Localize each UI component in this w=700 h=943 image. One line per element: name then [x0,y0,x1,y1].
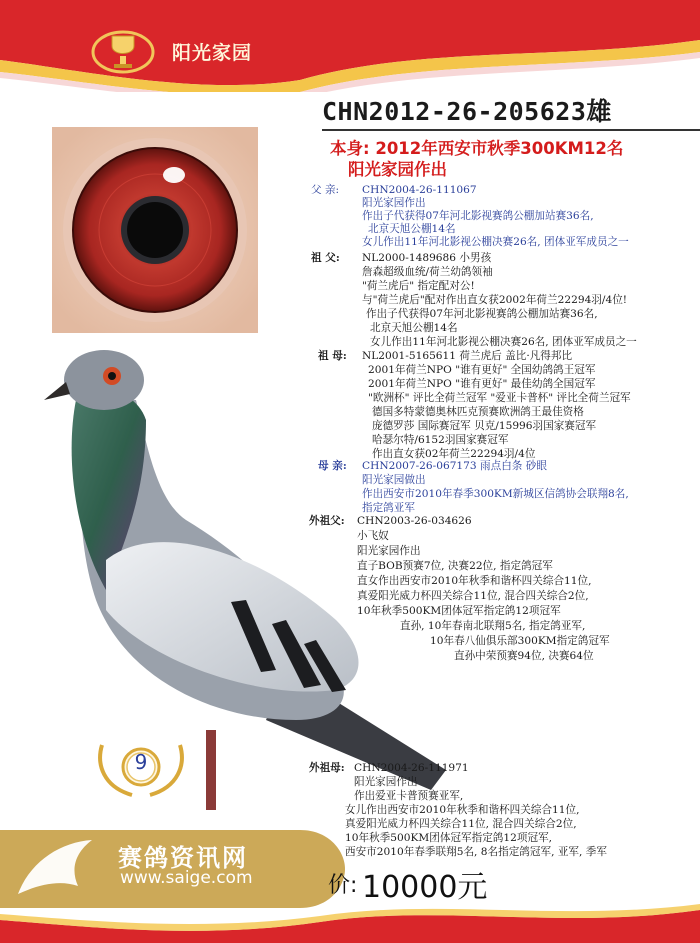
maternal-grandsire-line: 阳光家园作出 [357,545,421,557]
sire-line: 女儿作出11年河北影视公棚决赛26名, 团体亚军成员之一 [362,236,629,248]
maternal-granddam-line: 真爱阳光威力杯四关综合11位, 混合四关综合2位, [345,818,577,830]
maternal-granddam-label: 外祖母: [309,762,345,774]
divider [322,129,700,131]
maternal-granddam-line: 女儿作出西安市2010年秋季和谐杯四关综合11位, [345,804,580,816]
sire-line: 阳光家园作出 [362,197,426,209]
maternal-granddam-line: 作出爱亚卡普预赛亚军, [354,790,464,802]
maternal-granddam-line: 10年秋季500KM团体冠军指定鸽12项冠军, [345,832,553,844]
grandsire-line: 北京天旭公棚14名 [370,322,458,334]
maternal-granddam-line: CHN2004-26-111971 [354,762,469,774]
sire-line: 作出子代获得07年河北影视赛鸽公棚加站赛36名, [362,210,594,222]
grandsire-line: 与"荷兰虎后"配对作出直女获2002年荷兰22294羽/4位! [362,294,628,306]
maternal-grandsire-line: CHN2003-26-034626 [357,515,472,527]
dam-line: 作出西安市2010年春季300KM新城区信鸽协会联翔8名, [362,488,629,500]
grandsire-label: 祖 父: [311,252,340,264]
pigeon-eye-photo [52,127,258,333]
grandsire-line: 女儿作出11年河北影视公棚决赛26名, 团体亚军成员之一 [370,336,637,348]
granddam-label: 祖 母: [318,350,347,362]
maternal-grandsire-line: 10年秋季500KM团体冠军指定鸽12项冠军 [357,605,561,617]
maternal-grandsire-line: 10年春八仙俱乐部300KM指定鸽冠军 [430,635,610,647]
granddam-line: 哈瑟尔特/6152羽国家赛冠军 [372,434,509,446]
brand-name: 阳光家园 [172,42,253,64]
grandsire-line: NL2000-1489686 小男孩 [362,252,492,264]
price-label: 价: [328,873,358,898]
ring-number: CHN2012-26-205623雄 [322,97,612,126]
watermark-site-name: 赛鸽资讯网 [118,844,248,872]
granddam-line: 2001年荷兰NPO "谁有更好" 最佳幼鸽全国冠军 [368,378,596,390]
dam-line: CHN2007-26-067173 雨点白条 砂眼 [362,460,547,472]
grandsire-line: 詹森超级血统/荷兰幼鸽领袖 [362,266,493,278]
dam-line: 阳光家园做出 [362,474,426,486]
maternal-grandsire-line: 直子BOB预赛7位, 决赛22位, 指定鸽冠军 [357,560,553,572]
medal-number: 9 [134,750,148,774]
grandsire-line: "荷兰虎后" 指定配对公! [362,280,475,292]
maternal-granddam-line: 西安市2010年春季联翔5名, 8名指定鸽冠军, 亚军, 季军 [345,846,607,858]
granddam-line: 作出直女获02年荷兰22294羽/4位 [372,448,536,460]
maternal-granddam-line: 阳光家园作出 [354,776,418,788]
sire-line: CHN2004-26-111067 [362,184,477,196]
trophy-logo-icon [88,26,158,76]
maternal-grandsire-line: 小飞奴 [357,530,389,542]
maternal-grandsire-line: 直女作出西安市2010年秋季和谐杯四关综合11位, [357,575,592,587]
granddam-line: 2001年荷兰NPO "谁有更好" 全国幼鸽鸽王冠军 [368,364,596,376]
grandsire-line: 作出子代获得07年河北影视赛鸽公棚加站赛36名, [366,308,598,320]
sire-line: 北京天旭公棚14名 [368,223,456,235]
granddam-line: "欧洲杯" 评比全荷兰冠军 "爱亚卡普杯" 评比全荷兰冠军 [368,392,631,404]
dam-label: 母 亲: [318,460,347,472]
maternal-grandsire-line: 直孙中荣预赛94位, 决赛64位 [454,650,594,662]
footer-banner [0,900,700,943]
price-value: 10000元 [362,870,488,905]
maternal-grandsire-line: 直孙, 10年春南北联翔5名, 指定鸽亚军, [400,620,586,632]
granddam-line: 庞德罗莎 国际赛冠军 贝克/15996羽国家赛冠军 [372,420,597,432]
sire-label: 父 亲: [311,184,340,196]
watermark-url: www.saige.com [120,868,253,888]
granddam-line: NL2001-5165611 荷兰虎后 盖比·凡得邦比 [362,350,573,362]
dam-line: 指定鸽亚军 [362,502,415,514]
self-achievement: 本身: 2012年西安市秋季300KM12名 [330,139,624,158]
maternal-grandsire-line: 真爱阳光威力杯四关综合11位, 混合四关综合2位, [357,590,589,602]
maternal-grandsire-label: 外祖父: [309,515,345,527]
granddam-line: 德国多特蒙德奥林匹克预赛欧洲鸽王最佳资格 [372,406,584,418]
self-breeder: 阳光家园作出 [348,160,447,179]
